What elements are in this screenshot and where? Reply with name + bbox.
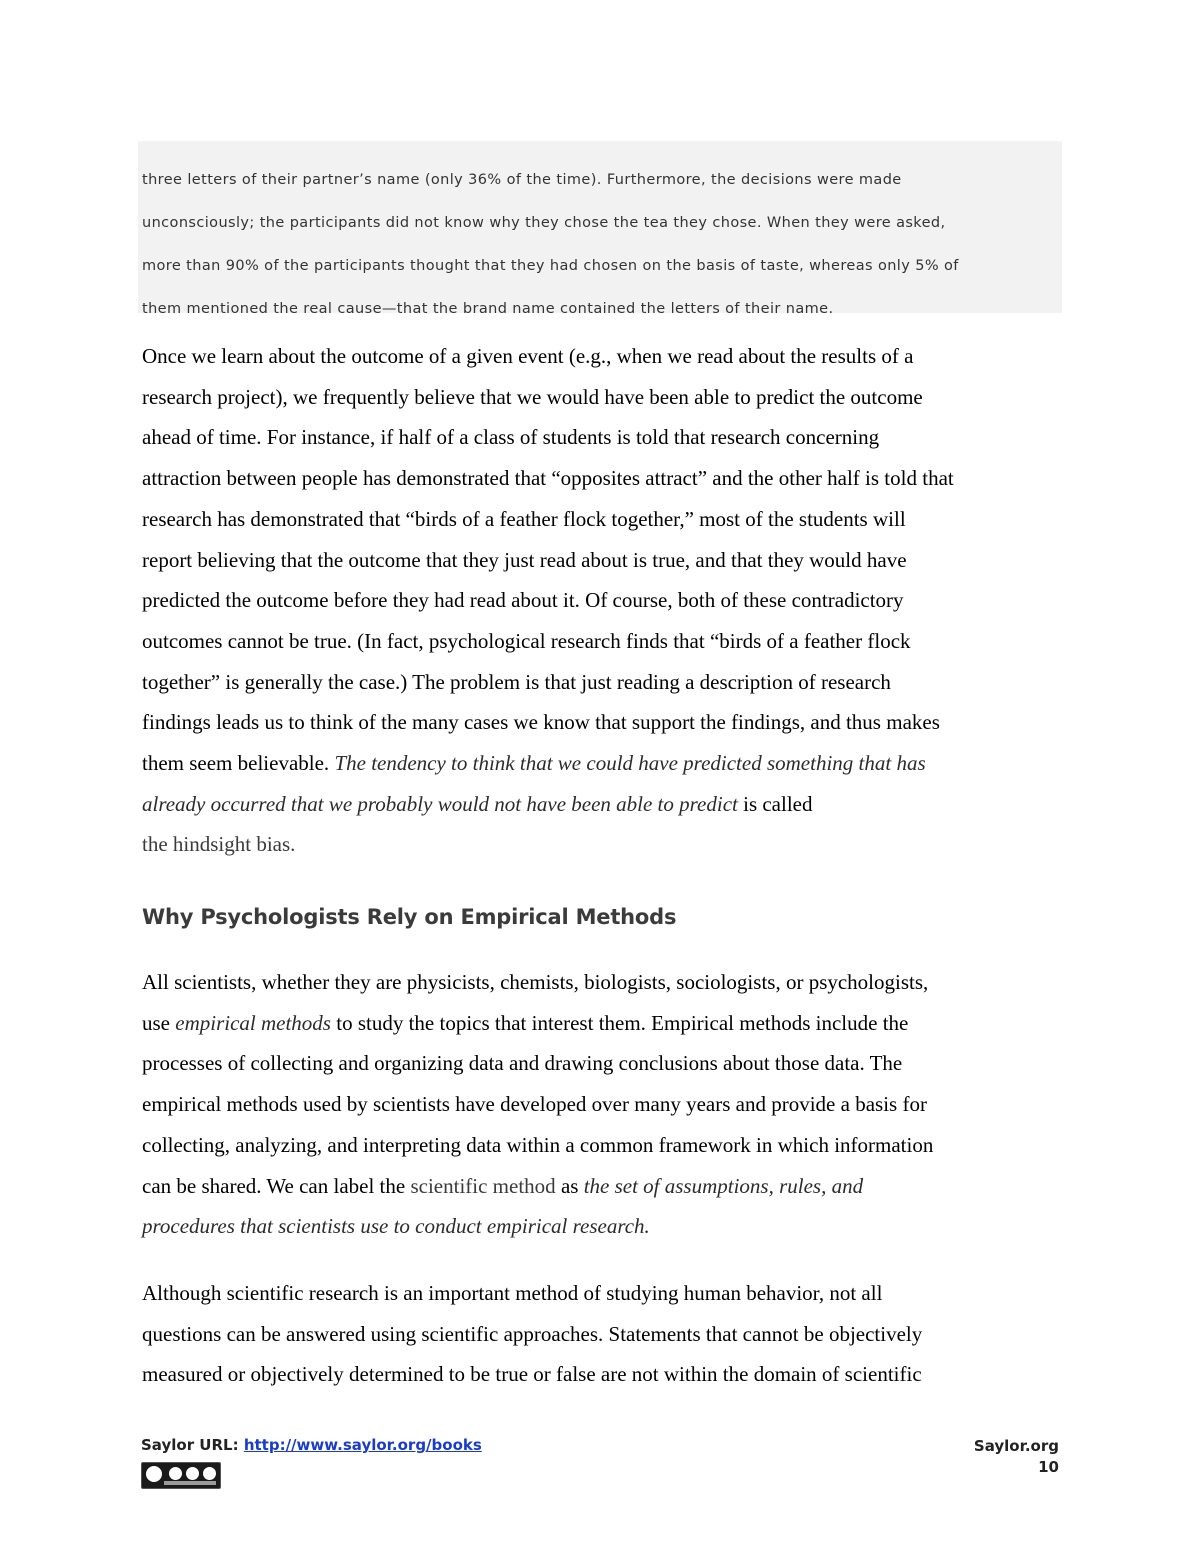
by-icon <box>167 1465 184 1482</box>
definition-italic: already occurred that we probably would not have been able to predict <box>142 791 738 816</box>
paragraph-line: research has demonstrated that “birds of a feather flock together,” most of the students will <box>142 506 906 531</box>
paragraph-line <box>142 784 954 825</box>
footer-page-info <box>974 1436 1059 1478</box>
paragraph-line: outcomes cannot be true. (In fact, psychological research finds that “birds of a feather flock <box>142 628 911 653</box>
paragraph-line: collecting, analyzing, and interpreting data within a common framework in which information <box>142 1132 934 1157</box>
boxed-excerpt <box>138 141 1062 317</box>
plain-text: is called <box>737 791 813 816</box>
definition-italic: the set of assumptions, rules, and <box>583 1173 864 1198</box>
paragraph-line: report believing that the outcome that they just read about is true, and that they would have <box>142 547 907 572</box>
paragraph-line: research project), we frequently believe that we would have been able to predict the outcome <box>142 384 923 409</box>
scientific-limits-paragraph <box>142 1273 922 1395</box>
paragraph-line: Although scientific research is an important method of studying human behavior, not all <box>142 1281 883 1305</box>
excerpt-line: three letters of their partner’s name (only 36% of the time). Furthermore, the decisions were made <box>142 172 902 188</box>
excerpt-line: them mentioned the real cause—that the brand name contained the letters of their name. <box>142 301 834 317</box>
plain-text: to study the topics that interest them. Empirical methods include the <box>330 1010 909 1035</box>
nc-icon <box>184 1465 201 1482</box>
sa-icon <box>201 1465 218 1482</box>
term-hindsight-bias: the hindsight bias. <box>142 832 296 857</box>
paragraph-line: All scientists, whether they are physicists, chemists, biologists, sociologists, or psychologists, <box>142 970 929 994</box>
definition-italic: procedures that scientists use to conduct empirical research. <box>142 1214 650 1239</box>
paragraph-line: ahead of time. For instance, if half of a class of students is told that research concerning <box>142 425 880 450</box>
saylor-books-link[interactable]: http://www.saylor.org/books <box>243 1436 482 1454</box>
hindsight-bias-paragraph <box>142 336 954 865</box>
paragraph-line <box>142 1166 933 1207</box>
paragraph-line: Once we learn about the outcome of a given event (e.g., when we read about the results of a <box>142 344 914 368</box>
definition-italic: The tendency to think that we could have predicted something that has <box>329 751 926 776</box>
site-name: Saylor.org <box>973 1437 1059 1455</box>
term-scientific-method: scientific method <box>410 1173 556 1198</box>
plain-text: can be shared. We can label the <box>142 1173 411 1198</box>
paragraph-line <box>142 1003 933 1044</box>
empirical-methods-paragraph <box>142 962 933 1247</box>
plain-text: use <box>142 1010 176 1035</box>
excerpt-line: more than 90% of the participants thought that they had chosen on the basis of taste, whereas only 5% of <box>142 258 959 274</box>
license-strip <box>164 1481 216 1485</box>
page-number: 10 <box>1038 1458 1059 1476</box>
excerpt-line: unconsciously; the participants did not know why they chose the tea they chose. When they were asked, <box>142 215 946 231</box>
paragraph-line: predicted the outcome before they had read about it. Of course, both of these contradictory <box>142 588 904 613</box>
plain-text: them seem believable. <box>142 751 330 776</box>
term-empirical-methods: empirical methods <box>175 1010 331 1035</box>
paragraph-line: attraction between people has demonstrated that “opposites attract” and the other half is told that <box>142 466 954 491</box>
paragraph-line <box>142 743 954 784</box>
cc-by-nc-sa-icon[interactable] <box>141 1462 221 1489</box>
footer-source <box>141 1436 482 1454</box>
paragraph-line: processes of collecting and organizing data and drawing conclusions about those data. The <box>142 1051 903 1076</box>
plain-text: as <box>555 1173 584 1198</box>
paragraph-line: questions can be answered using scientific approaches. Statements that cannot be objectively <box>142 1321 923 1346</box>
footer-url-label: Saylor URL: <box>141 1436 244 1454</box>
paragraph-line: measured or objectively determined to be true or false are not within the domain of scientific <box>142 1362 922 1387</box>
paragraph-line: together” is generally the case.) The problem is that just reading a description of research <box>142 669 891 694</box>
paragraph-line: empirical methods used by scientists have developed over many years and provide a basis for <box>142 1092 927 1117</box>
section-heading: Why Psychologists Rely on Empirical Methods <box>142 905 677 929</box>
paragraph-line: findings leads us to think of the many cases we know that support the findings, and thus makes <box>142 710 940 735</box>
cc-icon <box>144 1464 164 1484</box>
